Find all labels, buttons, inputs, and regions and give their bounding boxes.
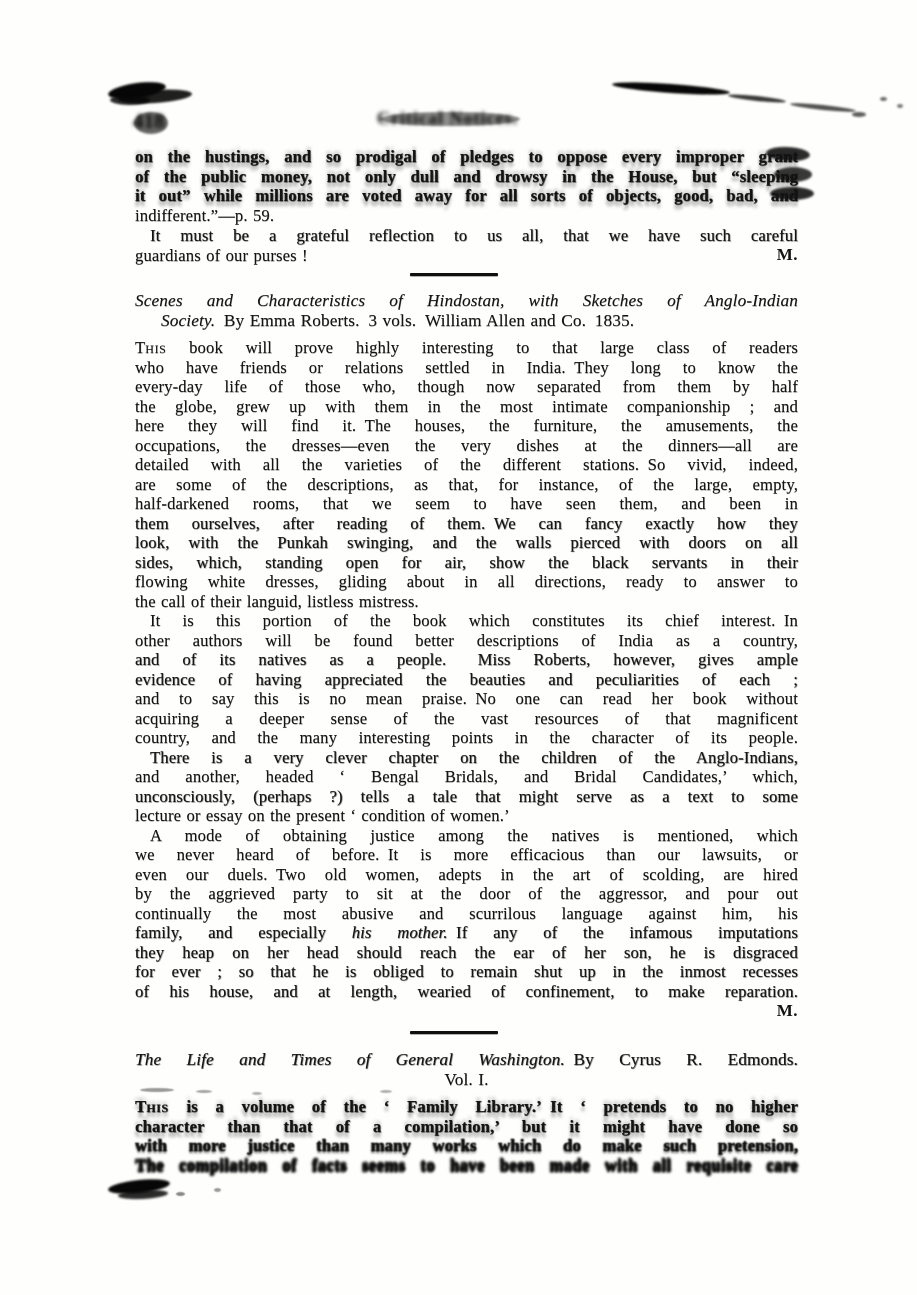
text-segment: who have friends or relations settled in India. They long to know the: [135, 357, 798, 377]
text-segment: for ever ; so that he is obliged to remain shut up in the inmost recesses: [135, 962, 798, 981]
review-paragraph: [135, 611, 798, 748]
text-line: [135, 1117, 798, 1137]
text-line: [135, 592, 798, 612]
text-line: [135, 416, 798, 436]
text-segment: of the public money, not only dull and drowsy in the House, but “sleeping: [135, 166, 798, 186]
text-segment: here they will find it. The houses, the furniture, the amusements, the: [135, 416, 798, 435]
text-line: [135, 358, 798, 378]
ink-speck: [252, 1092, 262, 1095]
review-heading-hindostan: [135, 291, 798, 331]
text-segment: It must be a grateful reflection to us all, that we have such careful: [150, 226, 798, 245]
ink-blot: [380, 112, 520, 126]
text-segment: it out” while millions are voted away for all sorts of objects, good, bad, and: [135, 186, 798, 205]
text-line: [135, 611, 798, 631]
text-line: [135, 397, 798, 417]
text-line: [135, 904, 798, 924]
review-paragraph: [135, 1097, 798, 1175]
text-segment: Vol. I.: [444, 1070, 489, 1089]
text-segment: is a volume of the ‘ Family Library.’ It ‘ pretends to no higher: [168, 1097, 798, 1116]
text-segment: Society.: [161, 311, 216, 330]
running-title: Critical Notices.: [377, 108, 518, 128]
text-line: [135, 338, 798, 358]
quoted-extract: [135, 147, 798, 225]
text-segment: indifferent.”—p. 59.: [135, 205, 275, 225]
text-segment: we never heard of before. It is more efficacious than our lawsuits, or: [135, 845, 798, 864]
ink-speck: [380, 1090, 392, 1093]
text-line: [135, 475, 798, 495]
text-segment: evidence of having appreciated the beauties and peculiarities of each ;: [135, 669, 798, 689]
text-segment: them ourselves, after reading of them. We can fancy exactly how they: [135, 513, 798, 533]
text-segment: If any of the infamous imputations: [447, 923, 798, 942]
reviewer-signature: M.: [776, 245, 798, 264]
text-line: [135, 962, 798, 982]
text-segment: unconsciously, (perhaps ?) tells a tale that might serve as a text to some: [135, 786, 798, 806]
text-segment: even our duels. Two old women, adepts in the art of scolding, are hired: [135, 864, 798, 884]
text-line: [135, 650, 798, 670]
ink-speck: [196, 1090, 212, 1093]
text-line: [135, 533, 798, 553]
ink-speck: [214, 1188, 221, 1192]
text-segment: acquiring a deeper sense of the vast resources of that magnificent: [135, 708, 798, 728]
text-line: [135, 377, 798, 397]
text-line: [135, 147, 798, 167]
text-segment: lecture or essay on the present ‘ condition of women.’: [135, 806, 510, 825]
ink-blot: [134, 112, 168, 134]
ink-streak: [790, 102, 856, 114]
text-segment: sides, which, standing open for air, show the black servants in their: [135, 552, 798, 572]
text-line: [135, 1050, 798, 1070]
text-segment: By Emma Roberts. 3 vols. William Allen and Co. 1835.: [215, 311, 635, 330]
text-segment: his mother.: [351, 923, 448, 942]
text-line: [135, 1097, 798, 1117]
text-segment: and another, headed ‘ Bengal Bridals, and Bridal Candidates,’ which,: [135, 767, 798, 786]
text-segment: The Life and Times of General Washington.: [135, 1050, 565, 1069]
text-segment: book will prove highly interesting to that large class of readers: [166, 338, 798, 357]
text-line: [135, 436, 798, 456]
text-line: [135, 728, 798, 748]
text-line: [135, 982, 798, 1002]
text-segment: By Cyrus R. Edmonds.: [564, 1050, 798, 1069]
text-line: [135, 186, 798, 206]
ink-streak: [612, 80, 730, 97]
text-segment: A mode of obtaining justice among the natives is mentioned, which: [150, 825, 798, 845]
text-segment: flowing white dresses, gliding about in all directions, ready to answer to: [135, 572, 798, 591]
text-line: [135, 865, 798, 885]
text-line: [135, 167, 798, 187]
section-divider-rule: [410, 1031, 498, 1034]
text-segment: The compilation of facts seems to have been made with all requisite care: [135, 1155, 798, 1175]
text-line: [135, 826, 798, 846]
ink-streak: [728, 93, 786, 104]
text-line: [135, 455, 798, 475]
text-segment: guardians of our purses !: [135, 245, 308, 265]
text-segment: on the hustings, and so prodigal of pledges to oppose every improper grant: [135, 147, 798, 166]
text-segment: his: [145, 338, 167, 357]
review-paragraph: [135, 338, 798, 611]
text-line: [135, 767, 798, 787]
text-segment: half-darkened rooms, that we seem to have seen them, and been in: [135, 494, 798, 513]
text-segment: continually the most abusive and scurrilous language against him, his: [135, 903, 798, 923]
section-divider-rule: [410, 273, 498, 276]
text-segment: T: [135, 1097, 147, 1116]
text-segment: other authors will be found better descriptions of India as a country,: [135, 630, 798, 650]
text-segment: family, and especially: [135, 923, 352, 942]
text-segment: and to say this is no mean praise. No one can read her book without: [135, 689, 798, 708]
text-line: [135, 206, 798, 226]
ink-speck: [880, 97, 887, 101]
text-line: [135, 514, 798, 534]
text-line: [135, 1136, 798, 1156]
text-line: [135, 806, 798, 826]
text-line: [135, 311, 798, 331]
ink-speck: [140, 1088, 174, 1092]
text-line: [135, 291, 798, 311]
text-segment: Scenes and Characteristics of Hindostan, with Sketches of Anglo-Indian: [135, 291, 798, 310]
ink-speck: [852, 112, 866, 117]
text-line: [135, 572, 798, 592]
text-line: [135, 1070, 798, 1090]
text-line: [135, 943, 798, 963]
text-segment: the globe, grew up with them in the most intimate companionship ; and: [135, 396, 798, 416]
text-segment: they heap on her head should reach the ear of her son, he is disgraced: [135, 942, 798, 962]
text-segment: and of its natives as a people. Miss Roberts, however, gives ample: [135, 650, 798, 669]
text-segment: by the aggrieved party to sit at the door of the aggressor, and pour out: [135, 884, 798, 903]
text-line: [135, 670, 798, 690]
review-paragraph: [135, 826, 798, 1002]
text-segment: look, with the Punkah swinging, and the walls pierced with doors on all: [135, 533, 798, 552]
text-segment: his: [146, 1097, 169, 1116]
text-line: [135, 494, 798, 514]
text-line: [135, 631, 798, 651]
text-segment: character than that of a compilation,’ but it might have done so: [135, 1116, 798, 1136]
text-segment: the call of their languid, listless mistress.: [135, 591, 419, 611]
text-segment: T: [135, 338, 146, 357]
text-line: [135, 884, 798, 904]
text-segment: detailed with all the varieties of the different stations. So vivid, indeed,: [135, 455, 798, 474]
text-segment: occupations, the dresses—even the very dishes at the dinners—all are: [135, 435, 798, 455]
text-segment: of his house, and at length, wearied of confinement, to make reparation.: [135, 981, 798, 1001]
ink-speck: [897, 104, 903, 108]
text-segment: are some of the descriptions, as that, for instance, of the large, empty,: [135, 474, 798, 494]
text-line: [135, 923, 798, 943]
text-line: [135, 553, 798, 573]
text-segment: It is this portion of the book which constitutes its chief interest. In: [150, 611, 798, 630]
review-heading-washington: [135, 1050, 798, 1090]
text-line: [135, 1156, 798, 1176]
ink-smudge: [110, 95, 150, 105]
ink-speck: [176, 1192, 185, 1196]
text-line: [135, 845, 798, 865]
review-paragraph: [135, 748, 798, 826]
reviewer-signature: M.: [776, 1001, 798, 1020]
text-line: [135, 226, 798, 246]
text-segment: with more justice than many works which do make such pretension,: [135, 1136, 798, 1155]
text-line: [135, 748, 798, 768]
text-segment: country, and the many interesting points in the character of its people.: [135, 728, 798, 747]
text-segment: There is a very clever chapter on the children of the Anglo-Indians,: [150, 747, 798, 767]
text-line: [135, 689, 798, 709]
text-line: [135, 787, 798, 807]
text-segment: every-day life of those who, though now separated from them by half: [135, 377, 798, 396]
text-line: [135, 709, 798, 729]
